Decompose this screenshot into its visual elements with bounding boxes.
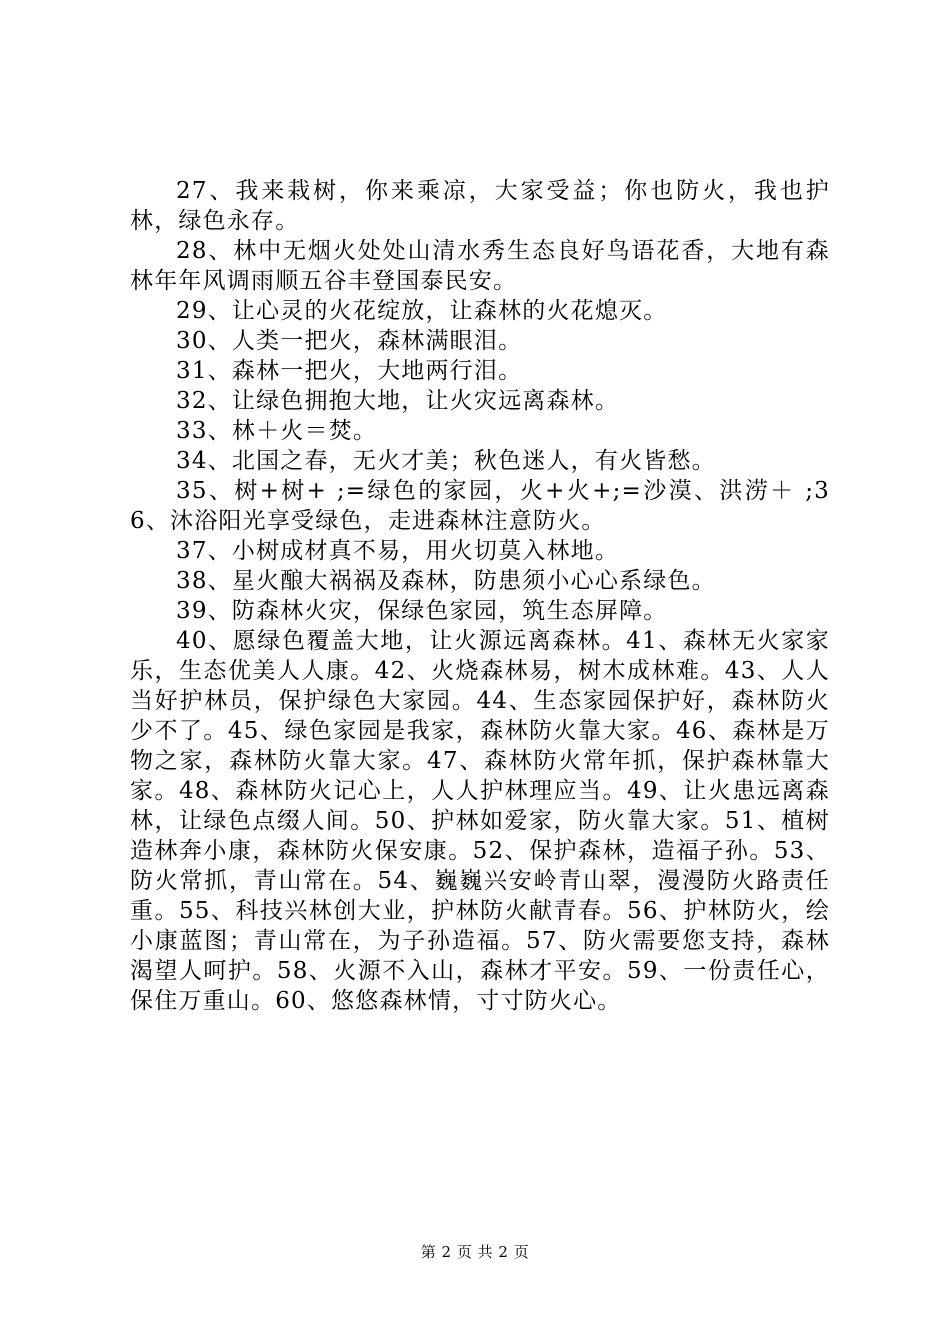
paragraph-32: 32、让绿色拥抱大地，让火灾远离森林。 <box>176 388 620 414</box>
paragraph-30: 30、人类一把火，森林满眼泪。 <box>176 328 523 354</box>
page-footer: 第 2 页 共 2 页 <box>420 1243 530 1261</box>
paragraph-28: 28、林中无烟火处处山清水秀生态良好鸟语花香，大地有森林年年风调雨顺五谷丰登国泰民安。 <box>130 238 830 294</box>
paragraph-38: 38、星火酿大祸祸及森林，防患须小心心系绿色。 <box>176 568 716 594</box>
paragraph-33: 33、林＋火＝焚。 <box>176 418 378 444</box>
paragraph-34: 34、北国之春，无火才美；秋色迷人，有火皆愁。 <box>176 448 716 474</box>
paragraph-40-60: 40、愿绿色覆盖大地，让火源远离森林。41、森林无火家家乐，生态优美人人康。42、火烧森林易，树木成林难。43、人人当好护林员，保护绿色大家园。44、生态家园保护好，森林防火少不了。45、绿色家园是我家，森林防火靠大家。46、森林是万物之家，森林防火靠大家。47、森林防火常年抓，保护森林靠大家。48、森林防火记心上，人人护林理应当。49、让火患远离森林，让绿色点缀人间。50、护林如爱家，防火靠大家。51、植树造林奔小康，森林防火保安康。52、保护森林，造福子孙。53、防火常抓，青山常在。54、巍巍兴安岭青山翠，漫漫防火路责任重。55、科技兴林创大业，护林防火献青春。56、护林防火，绘小康蓝图；青山常在，为子孙造福。57、防火需要您支持，森林渴望人呵护。58、火源不入山，森林才平安。59、一份责任心，保住万重山。60、悠悠森林情，寸寸防火心。 <box>130 628 830 1014</box>
document-body <box>130 176 830 1016</box>
paragraph-29: 29、让心灵的火花绽放，让森林的火花熄灭。 <box>176 298 668 324</box>
paragraph-37: 37、小树成材真不易，用火切莫入林地。 <box>176 538 620 564</box>
paragraph-39: 39、防森林火灾，保绿色家园，筑生态屏障。 <box>176 598 668 624</box>
paragraph-35-36: 35、树+树+ ;=绿色的家园，火+火+;=沙漠、洪涝＋ ;36、沐浴阳光享受绿色，走进森林注意防火。 <box>130 478 830 534</box>
paragraph-31: 31、森林一把火，大地两行泪。 <box>176 358 523 384</box>
paragraph-27: 27、我来栽树，你来乘凉，大家受益；你也防火，我也护林，绿色永存。 <box>130 178 830 234</box>
